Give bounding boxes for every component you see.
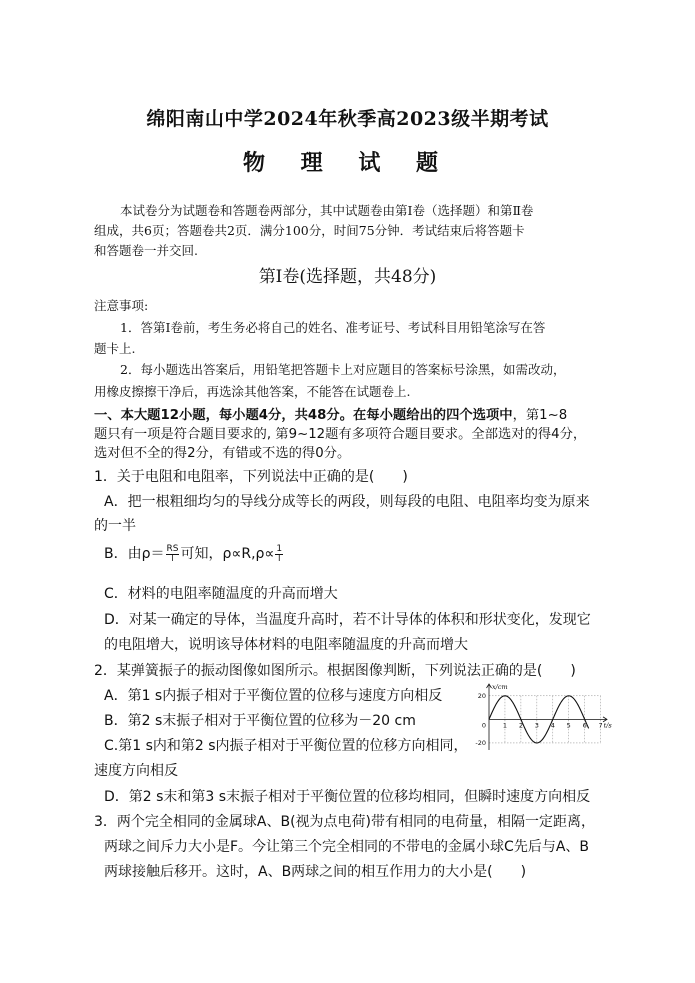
q1-option-c: C．材料的电阻率随温度的升高而增大 bbox=[104, 586, 338, 602]
q1-option-d-line-1: D．对某一确定的导体，当温度升高时，若不计导体的体积和形状变化，发现它 bbox=[104, 612, 591, 628]
part1-line-3: 选对但不全的得2分，有错或不选的得0分。 bbox=[94, 446, 351, 461]
q2-option-c-line-2: 速度方向相反 bbox=[94, 763, 178, 779]
note-1-line-2: 题卡上. bbox=[94, 341, 136, 356]
part1-lead: 一、本大题12小题，每小题4分，共48分。在每小题给出的 bbox=[94, 408, 447, 423]
part1-line-2: 题只有一项是符合题目要求的, 第9~12题有多项符合题目要求。全部选对的得4分， bbox=[94, 427, 587, 442]
subject-title: 物 理 试 题 bbox=[243, 150, 452, 176]
q1-b-mid: 可知，ρ∝R,ρ∝ bbox=[180, 546, 275, 562]
q1-b-fraction-2 bbox=[275, 545, 283, 564]
part1-rest: ，第1~8 bbox=[512, 408, 568, 423]
q1-b-fraction bbox=[166, 545, 180, 564]
school-title: 绵阳南山中学2024年秋季高2023级半期考试 bbox=[146, 108, 549, 130]
origin-label: 0 bbox=[481, 721, 486, 730]
y-tick-label: 20 bbox=[477, 691, 486, 700]
x-axis-label: t/s bbox=[603, 721, 612, 730]
x-tick-label: 5 bbox=[566, 721, 571, 730]
note-2-line-2: 用橡皮擦擦干净后，再选涂其他答案，不能答在试题卷上. bbox=[94, 384, 411, 399]
x-tick-label: 4 bbox=[550, 721, 555, 730]
q3-line-3: 两球接触后移开。这时，A、B两球之间的相互作用力的大小是( ) bbox=[104, 864, 527, 880]
q2-option-a: A．第1 s内振子相对于平衡位置的位移与速度方向相反 bbox=[104, 688, 443, 704]
q1-option-a-line-2: 的一半 bbox=[94, 518, 136, 534]
q1-stem: 1．关于电阻和电阻率，下列说法中正确的是( ) bbox=[94, 469, 408, 485]
intro-line-3: 和答题卷一并交回. bbox=[94, 243, 198, 258]
q1-b-prefix: B．由ρ＝ bbox=[104, 546, 165, 562]
q2-stem: 2．某弹簧振子的振动图像如图所示。根据图像判断，下列说法正确的是( ) bbox=[94, 663, 576, 679]
part1-bold: 四个选项中 bbox=[446, 408, 513, 423]
note-2-line-1: 2．每小题选出答案后，用铅笔把答题卡上对应题目的答案标号涂黑，如需改动， bbox=[120, 362, 566, 377]
y-axis-label: x/cm bbox=[492, 683, 508, 691]
q1-option-d-line-2: 的电阻增大，说明该导体材料的电阻率随温度的升高而增大 bbox=[104, 637, 468, 653]
q1-option-a-line-1: A．把一根粗细均匀的导线分成等长的两段，则每段的电阻、电阻率均变为原来 bbox=[104, 494, 590, 510]
x-tick-label: 7 bbox=[598, 721, 603, 730]
q3-line-2: 两球之间斥力大小是F。今让第三个完全相同的不带电的金属小球C先后与A、B bbox=[104, 839, 590, 855]
x-tick-label: 3 bbox=[534, 721, 539, 730]
q2-option-d: D．第2 s末和第3 s末振子相对于平衡位置的位移均相同，但瞬时速度方向相反 bbox=[104, 789, 591, 805]
q1-option-b bbox=[104, 543, 284, 564]
intro-line-1: 本试卷分为试题卷和答题卷两部分，其中试题卷由第Ⅰ卷（选择题）和第Ⅱ卷 bbox=[120, 203, 534, 218]
q3-line-1: 3．两个完全相同的金属球A、B(视为点电荷)带有相同的电荷量，相隔一定距离， bbox=[94, 814, 596, 830]
q1-b-numerator: RS bbox=[166, 543, 179, 554]
x-tick-label: 6 bbox=[582, 721, 587, 730]
q1-b-denominator-2: l bbox=[278, 553, 281, 564]
x-tick-label: 1 bbox=[502, 721, 508, 730]
note-1-line-1: 1．答第Ⅰ卷前，考生务必将自己的姓名、准考证号、考试科目用铅笔涂写在答 bbox=[120, 320, 546, 335]
q2-option-b: B．第2 s末振子相对于平衡位置的位移为－20 cm bbox=[104, 713, 416, 729]
y-tick-label: -20 bbox=[475, 739, 486, 748]
oscillation-graph bbox=[465, 678, 615, 758]
q1-b-denominator: l bbox=[171, 553, 174, 564]
q1-b-numerator-2: 1 bbox=[276, 543, 283, 554]
notes-heading: 注意事项: bbox=[94, 298, 149, 313]
x-tick-label: 2 bbox=[518, 721, 523, 730]
q2-option-c-line-1: C.第1 s内和第2 s内振子相对于平衡位置的位移方向相同， bbox=[104, 738, 468, 754]
part1-line-1 bbox=[94, 404, 567, 423]
intro-line-2: 组成，共6页；答题卷共2页．满分100分，时间75分钟．考试结束后将答题卡 bbox=[94, 223, 525, 238]
section-title: 第Ⅰ卷(选择题，共48分) bbox=[258, 267, 437, 287]
